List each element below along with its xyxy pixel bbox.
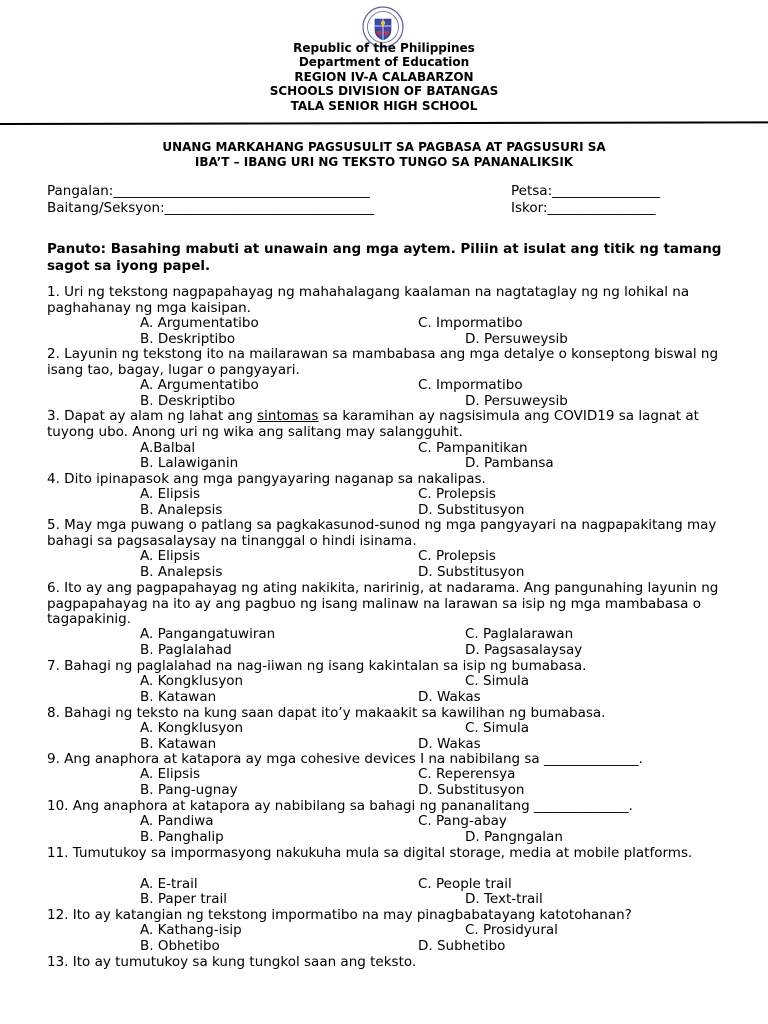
q6-option-a: A. Pangangatuwiran: [140, 626, 276, 642]
header-divider: [0, 121, 768, 125]
q12-option-d: D. Subhetibo: [418, 938, 506, 954]
header-department: Department of Education: [298, 55, 470, 70]
question-4: 4. Dito ipinapasok ang mga pangyayaring naganap sa nakalipas.: [47, 471, 486, 487]
q1-option-b: B. Deskriptibo: [140, 331, 236, 347]
question-1: 1. Uri ng tekstong nagpapahayag ng mahahalagang kaalaman na nagtataglay ng ng lohikal na paghahanay ng mga kaisipan.: [47, 284, 690, 316]
q5-option-d: D. Substitusyon: [418, 564, 525, 580]
q12-option-c: C. Prosidyural: [465, 922, 558, 938]
name-field[interactable]: Pangalan:______________________________________: [47, 183, 370, 199]
q5-option-a: A. Elipsis: [140, 548, 200, 564]
date-field[interactable]: Petsa:________________: [511, 183, 661, 199]
q9-option-a: A. Elipsis: [140, 766, 200, 782]
q9-option-b: B. Pang-ugnay: [140, 782, 238, 798]
header-division: SCHOOLS DIVISION OF BATANGAS: [269, 84, 499, 99]
q9-option-d: D. Substitusyon: [418, 782, 525, 798]
q1-option-a: A. Argumentatibo: [140, 315, 259, 331]
question-7: 7. Bahagi ng paglalahad na nag-iiwan ng isang kakintalan sa isip ng bumabasa.: [47, 658, 587, 674]
q6-option-b: B. Paglalahad: [140, 642, 232, 658]
question-2: 2. Layunin ng tekstong ito na mailarawan sa mambabasa ang mga detalye o konseptong biswal ng isang tao, bagay, lugar o pangyayari.: [47, 346, 719, 378]
q10-option-d: D. Pangngalan: [465, 829, 563, 845]
score-field[interactable]: Iskor:________________: [511, 200, 656, 216]
q8-option-a: A. Kongklusyon: [140, 720, 244, 736]
school-header: [0, 41, 768, 113]
exam-title: [0, 140, 768, 170]
q10-option-a: A. Pandiwa: [140, 813, 214, 829]
instructions: Panuto: Basahing mabuti at unawain ang mga aytem. Piliin at isulat ang titik ng tamang sagot sa iyong papel.: [47, 241, 722, 274]
q10-option-b: B. Panghalip: [140, 829, 224, 845]
q2-option-d: D. Persuweysib: [465, 393, 568, 409]
grade-section-field[interactable]: Baitang/Seksyon:_______________________________: [47, 200, 374, 216]
q12-option-b: B. Obhetibo: [140, 938, 220, 954]
q11-option-a: A. E-trail: [140, 876, 198, 892]
header-republic: Republic of the Philippines: [293, 41, 475, 55]
q11-option-c: C. People trail: [418, 876, 512, 892]
question-3: [47, 409, 737, 440]
q5-option-c: C. Prolepsis: [418, 548, 496, 564]
q8-option-d: D. Wakas: [418, 736, 481, 752]
q3-option-d: D. Pambansa: [465, 455, 554, 471]
q3-text-before: 3. Dapat ay alam ng lahat ang: [47, 408, 258, 424]
q3-text-after: sa karamihan ay nagsisimula ang COVID19 sa lagnat at tuyong ubo. Anong uri ng wika ang salitang may salangguhit.: [47, 408, 699, 440]
header-region: REGION IV-A CALABARZON: [294, 69, 474, 84]
question-10: 10. Ang anaphora at katapora ay nabibilang sa bahagi ng pananalitang ______________.: [47, 798, 633, 814]
q5-option-b: B. Analepsis: [140, 564, 223, 580]
q3-option-b: B. Lalawiganin: [140, 455, 239, 471]
exam-title-line2: IBA’T – IBANG URI NG TEKSTO TUNGO SA PANANALIKSIK: [194, 155, 574, 169]
q11-option-b: B. Paper trail: [140, 891, 227, 907]
q2-option-b: B. Deskriptibo: [140, 393, 236, 409]
q4-option-d: D. Substitusyon: [418, 502, 525, 518]
q2-option-a: A. Argumentatibo: [140, 377, 259, 393]
question-6: 6. Ito ay ang pagpapahayag ng ating nakikita, naririnig, at nadarama. Ang pangunahing layunin ng pagpapahayag na ito ay ang pagbuo ng isang malinaw na larawan sa isip ng mga mambabasa o tagapakinig.: [47, 580, 719, 628]
question-8: 8. Bahagi ng teksto na kung saan dapat ito’y makaakit sa kawilihan ng bumabasa.: [47, 705, 606, 721]
q4-option-b: B. Analepsis: [140, 502, 223, 518]
q1-option-c: C. Impormatibo: [418, 315, 523, 331]
q8-option-b: B. Katawan: [140, 736, 217, 752]
q9-option-c: C. Reperensya: [418, 766, 516, 782]
q4-option-a: A. Elipsis: [140, 486, 200, 502]
question-11: 11. Tumutukoy sa impormasyong nakukuha mula sa digital storage, media at mobile platforms.: [47, 845, 693, 861]
question-13: 13. Ito ay tumutukoy sa kung tungkol saan ang teksto.: [47, 954, 417, 970]
q4-option-c: C. Prolepsis: [418, 486, 496, 502]
q1-option-d: D. Persuweysib: [465, 331, 568, 347]
q8-option-c: C. Simula: [465, 720, 530, 736]
header-school: TALA SENIOR HIGH SCHOOL: [290, 98, 478, 113]
q7-option-d: D. Wakas: [418, 689, 481, 705]
question-9: 9. Ang anaphora at katapora ay mga cohesive devices I na nabibilang sa ______________.: [47, 751, 643, 767]
q7-option-b: B. Katawan: [140, 689, 217, 705]
q3-underlined-word: sintomas: [257, 408, 319, 424]
q6-option-c: C. Paglalarawan: [465, 626, 574, 642]
q3-option-a: A.Balbal: [140, 440, 196, 456]
question-5: 5. May mga puwang o patlang sa pagkakasunod-sunod ng mga pangyayari na nagpapakitang may bahagi sa pagsasalaysay na tinanggal o hindi isinama.: [47, 517, 717, 549]
q6-option-d: D. Pagsasalaysay: [465, 642, 583, 658]
q12-option-a: A. Kathang-isip: [140, 922, 242, 938]
q11-option-d: D. Text-trail: [465, 891, 543, 907]
q3-option-c: C. Pampanitikan: [418, 440, 528, 456]
q7-option-a: A. Kongklusyon: [140, 673, 244, 689]
q2-option-c: C. Impormatibo: [418, 377, 523, 393]
question-12: 12. Ito ay katangian ng tekstong impormatibo na may pinagbabatayang katotohanan?: [47, 907, 632, 923]
q10-option-c: C. Pang-abay: [418, 813, 507, 829]
exam-title-line1: UNANG MARKAHANG PAGSUSULIT SA PAGBASA AT PAGSUSURI SA: [162, 140, 606, 154]
q7-option-c: C. Simula: [465, 673, 530, 689]
